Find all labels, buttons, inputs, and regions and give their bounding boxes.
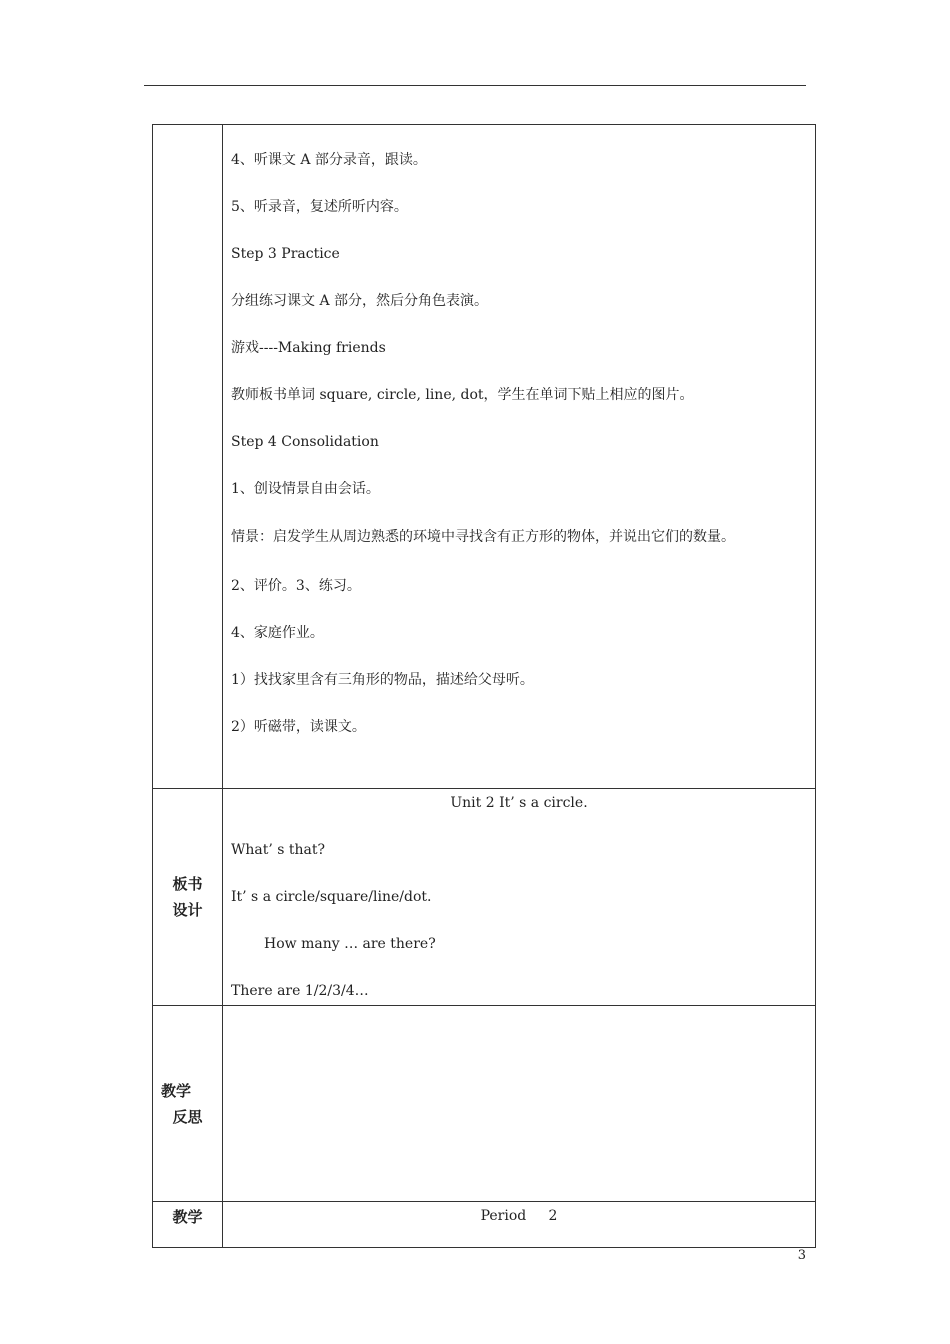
board-design-row [153, 789, 816, 1006]
process-line: 1、创设情景自由会话。 [231, 481, 380, 497]
page-number: 3 [797, 1248, 806, 1263]
period-content [223, 1202, 816, 1248]
process-line: 2）听磁带，读课文。 [231, 719, 366, 735]
teaching-process-row [153, 125, 816, 789]
board-line: What’ s that? [231, 842, 326, 858]
header-rule [144, 85, 806, 86]
process-line: 4、家庭作业。 [231, 625, 324, 641]
board-design-content [223, 789, 816, 1006]
board-line: It’ s a circle/square/line/dot. [231, 889, 432, 905]
process-line: 游戏----Making friends [231, 340, 386, 356]
teaching-process-label-cell [153, 125, 223, 789]
step-heading: Step 3 Practice [231, 246, 340, 262]
reflection-label-line: 反思 [172, 1107, 203, 1126]
board-design-label-line: 板书 [172, 875, 203, 893]
reflection-label [153, 1006, 223, 1202]
reflection-label-line: 教学 [161, 1081, 192, 1100]
period-row [153, 1202, 816, 1248]
process-line: 5、听录音，复述所听内容。 [231, 199, 408, 215]
reflection-row [153, 1006, 816, 1202]
lesson-plan-table [152, 124, 816, 1248]
board-design-label-line: 设计 [172, 901, 203, 919]
board-title: Unit 2 It’ s a circle. [450, 795, 588, 811]
period-text: Period 2 [480, 1208, 558, 1224]
process-line: 分组练习课文 A 部分，然后分角色表演。 [231, 293, 489, 309]
process-line: 2、评价。3、练习。 [231, 578, 361, 594]
process-line: 4、听课文 A 部分录音，跟读。 [231, 152, 427, 168]
board-design-label [153, 789, 223, 1006]
process-line: 1）找找家里含有三角形的物品，描述给父母听。 [231, 672, 534, 688]
step-heading: Step 4 Consolidation [231, 434, 379, 450]
board-line: There are 1/2/3/4… [231, 983, 369, 999]
process-line: 情景：启发学生从周边熟悉的环境中寻找含有正方形的物体，并说出它们的数量。 [231, 529, 735, 545]
process-line: 教师板书单词 square, circle, line, dot，学生在单词下贴上相应的图片。 [231, 387, 694, 403]
reflection-content [223, 1006, 816, 1202]
teaching-process-content [223, 125, 816, 789]
period-row-label: 教学 [153, 1202, 223, 1248]
board-line: How many … are there? [264, 936, 436, 952]
